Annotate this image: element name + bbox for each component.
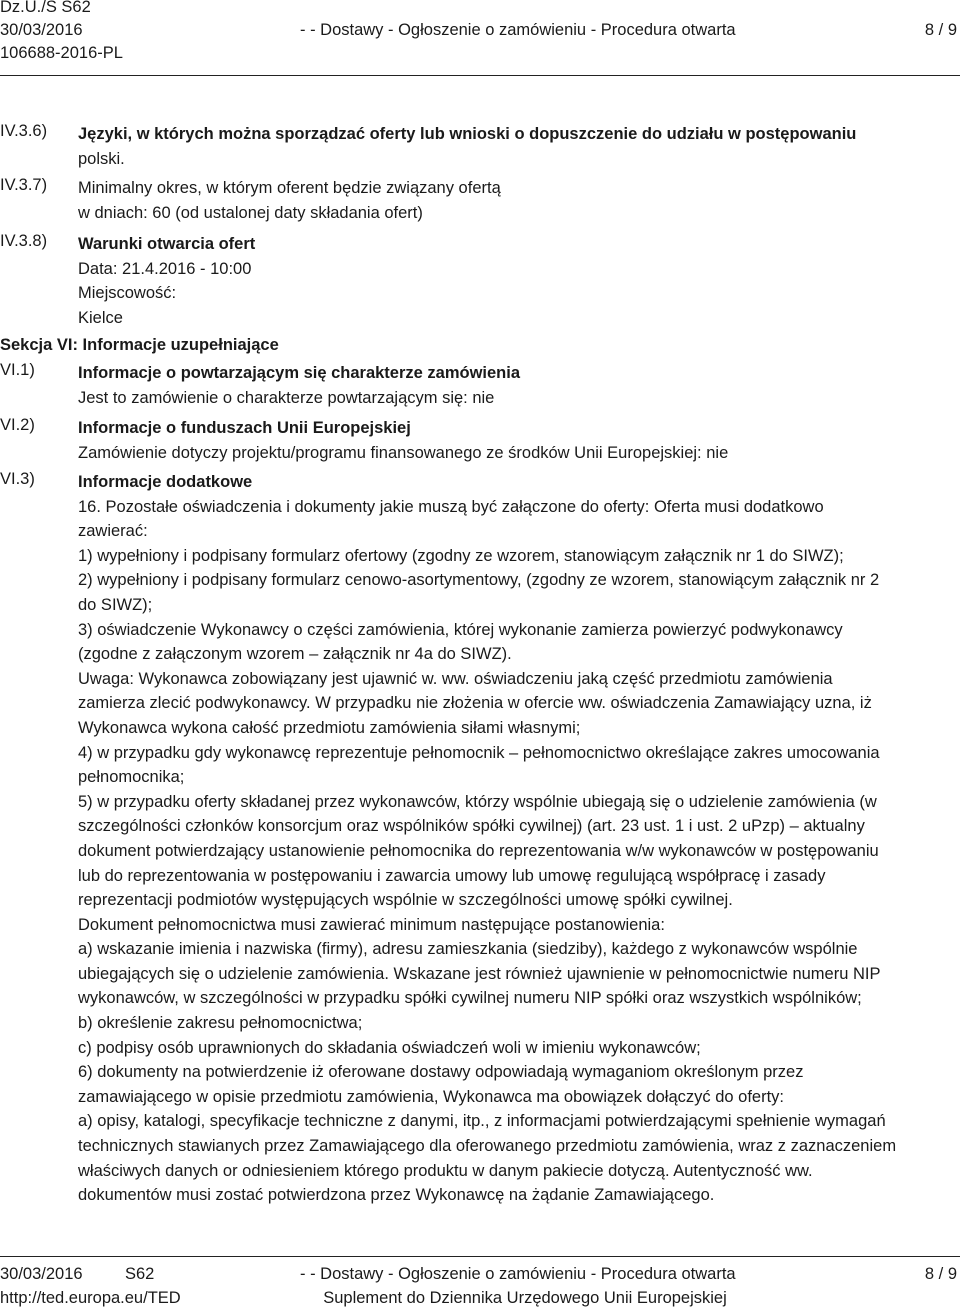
text-line: Uwaga: Wykonawca zobowiązany jest ujawnić w. ww. oświadczeniu jaką część przedmiotu zamówienia — [78, 669, 833, 688]
journal-ref: Dz.U./S S62 — [0, 0, 91, 16]
header-divider — [0, 75, 960, 76]
page-header — [0, 0, 960, 70]
item-text: w dniach: 60 (od ustalonej daty składania ofert) — [78, 203, 423, 222]
item-number: VI.2) — [0, 416, 35, 434]
item-number: VI.1) — [0, 361, 35, 379]
text-line: zawierać: — [78, 522, 148, 541]
text-line: właściwych danych or odniesieniem którego produktu w danym pakiecie dotyczą. Autentyczność ww. — [78, 1161, 813, 1180]
text-line: Dokument pełnomocnictwa musi zawierać minimum następujące postanowienia: — [78, 915, 665, 934]
item-iv36 — [78, 122, 950, 171]
additional-info-text — [78, 495, 950, 1208]
text-line: reprezentacji podmiotów występujących wspólnie w szczególności umowę spółki cywilnej. — [78, 891, 733, 910]
item-number: IV.3.8) — [0, 232, 48, 250]
text-line: zamawiającego w opisie przedmiotu zamówienia, Wykonawca ma obowiązek dołączyć do oferty: — [78, 1087, 785, 1106]
footer-title: - - Dostawy - Ogłoszenie o zamówieniu - Procedura otwarta — [300, 1265, 736, 1283]
text-line: do SIWZ); — [78, 595, 153, 614]
text-line: 16. Pozostałe oświadczenia i dokumenty jakie muszą być załączone do oferty: Oferta musi dodatkowo — [78, 497, 824, 516]
item-title: Języki, w których można sporządzać oferty lub wnioski o dopuszczenie do udziału w postępowaniu — [78, 125, 857, 143]
footer-url: http://ted.europa.eu/TED — [0, 1289, 181, 1307]
text-line: 3) oświadczenie Wykonawcy o części zamówienia, której wykonanie zamierza powierzyć podwykonawcy — [78, 620, 843, 639]
text-line: 4) w przypadku gdy wykonawcę reprezentuje pełnomocnik – pełnomocnictwo określające zakres umocowania — [78, 743, 880, 762]
item-number: VI.3) — [0, 470, 35, 488]
footer-divider — [0, 1256, 960, 1257]
item-title: Informacje o funduszach Unii Europejskiej — [78, 419, 411, 437]
item-text: Jest to zamówienie o charakterze powtarzającym się: nie — [78, 388, 495, 407]
footer-supplement: Suplement do Dziennika Urzędowego Unii Europejskiej — [323, 1289, 727, 1307]
text-line: dokument potwierdzający ustanowienie pełnomocnika do reprezentowania w/w wykonawców w postępowaniu — [78, 841, 879, 860]
page-footer — [0, 1262, 960, 1311]
place-value: Kielce — [78, 308, 123, 327]
text-line: c) podpisy osób uprawnionych do składania oświadczeń woli w imieniu wykonawców; — [78, 1038, 701, 1057]
place-label: Miejscowość: — [78, 284, 177, 303]
item-title: Warunki otwarcia ofert — [78, 235, 256, 253]
item-text: Zamówienie dotyczy projektu/programu finansowanego ze środków Unii Europejskiej: nie — [78, 443, 729, 462]
notice-ref: 106688-2016-PL — [0, 44, 123, 62]
text-line: ubiegających się o udzielenie zamówienia. Wskazane jest również ujawnienie w pełnomocnictwie numeru NIP — [78, 964, 881, 983]
footer-page-number: 8 / 9 — [924, 1265, 957, 1283]
section-heading: Sekcja VI: Informacje uzupełniające — [0, 336, 279, 354]
item-number: IV.3.6) — [0, 122, 48, 140]
item-text: polski. — [78, 149, 125, 168]
footer-series: S62 — [125, 1265, 155, 1283]
text-line: 6) dokumenty na potwierdzenie iż oferowane dostawy odpowiadają wymaganiom określonym przez — [78, 1063, 804, 1082]
text-line: dokumentów musi zostać potwierdzona przez Wykonawcę na żądanie Zamawiającego. — [78, 1186, 715, 1205]
text-line: a) wskazanie imienia i nazwiska (firmy), adresu zamieszkania (siedziby), każdego z wykonawców wspólnie — [78, 940, 858, 959]
header-date: 30/03/2016 — [0, 21, 83, 39]
text-line: b) określenie zakresu pełnomocnictwa; — [78, 1014, 363, 1033]
item-vi3 — [78, 470, 950, 1208]
item-iv38 — [78, 232, 950, 330]
header-title: - - Dostawy - Ogłoszenie o zamówieniu - Procedura otwarta — [300, 21, 736, 39]
opening-date: Data: 21.4.2016 - 10:00 — [78, 259, 252, 278]
text-line: Wykonawca wykona całość przedmiotu zamówienia siłami własnymi; — [78, 718, 581, 737]
text-line: lub do reprezentowania w postępowaniu i zawarcia umowy lub umowę regulującą współpracę i zasady — [78, 866, 826, 885]
item-title: Informacje o powtarzającym się charakterze zamówienia — [78, 364, 521, 382]
item-title: Informacje dodatkowe — [78, 473, 253, 491]
text-line: 5) w przypadku oferty składanej przez wykonawców, którzy wspólnie ubiegają się o udzielenie zamówienia (w — [78, 792, 877, 811]
footer-date: 30/03/2016 — [0, 1265, 83, 1283]
item-iv37 — [78, 176, 950, 225]
text-line: pełnomocnika; — [78, 768, 185, 787]
text-line: wykonawców, w szczególności w przypadku spółki cywilnej numeru NIP spółki oraz wszystkich wspólników; — [78, 989, 862, 1008]
text-line: 2) wypełniony i podpisany formularz cenowo-asortymentowy, (zgodny ze wzorem, stanowiącym załącznik nr 2 — [78, 571, 880, 590]
text-line: technicznych stawianych przez Zamawiającego dla oferowanego przedmiotu zamówienia, wraz z zaznaczeniem — [78, 1137, 897, 1156]
item-title: Minimalny okres, w którym oferent będzie związany ofertą — [78, 179, 501, 197]
text-line: 1) wypełniony i podpisany formularz ofertowy (zgodny ze wzorem, stanowiącym załącznik nr 1 do SIWZ); — [78, 546, 844, 565]
text-line: szczególności członków konsorcjum oraz wspólników spółki cywilnej) (art. 23 ust. 1 i ust. 2 uPzp) – aktualny — [78, 817, 865, 836]
text-line: zamierza zlecić podwykonawcy. W przypadku nie złożenia w ofercie ww. oświadczenia Zamawiający uzna, iż — [78, 694, 872, 713]
header-page-number: 8 / 9 — [924, 21, 957, 39]
text-line: (zgodne z załączonym wzorem – załącznik nr 4a do SIWZ). — [78, 645, 512, 664]
text-line: a) opisy, katalogi, specyfikacje techniczne z danymi, itp., z informacjami potwierdzającymi spełnienie wymagań — [78, 1112, 886, 1131]
item-number: IV.3.7) — [0, 176, 48, 194]
item-vi1 — [78, 361, 950, 410]
item-vi2 — [78, 416, 950, 465]
